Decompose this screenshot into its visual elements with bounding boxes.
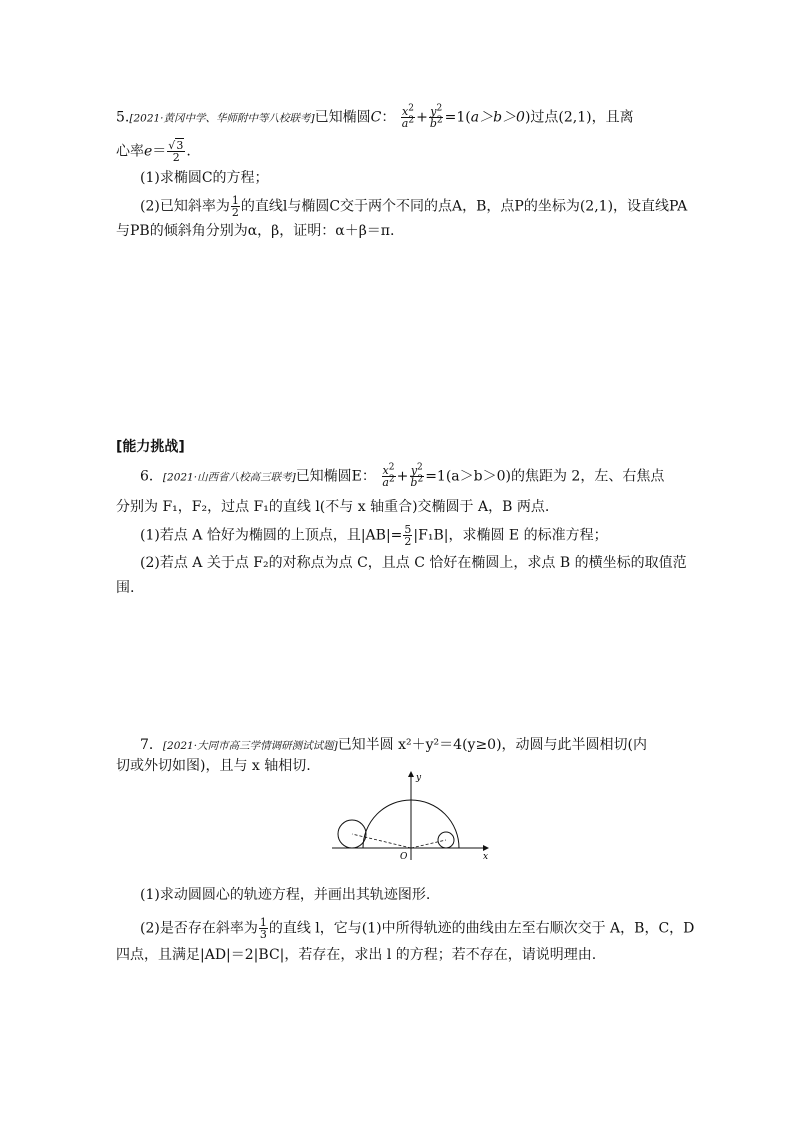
fraction-y2-b2: $\frac{y^2}{b^2}$ bbox=[429, 103, 443, 130]
x-axis-label: x bbox=[483, 852, 489, 862]
section-title: [能力挑战] bbox=[116, 439, 185, 455]
problem-5-line-2: 心率e＝ $\frac{√3}{2}$ . bbox=[116, 139, 191, 164]
fraction-x2-a2: $\frac{x^2}{a^2}$ bbox=[401, 103, 415, 130]
fraction-one-half: $\frac{1}{2}$ bbox=[231, 194, 239, 219]
figure-svg bbox=[328, 768, 498, 864]
problem-source: [2021·山西省八校高三联考] bbox=[162, 471, 296, 484]
problem-5-line-1: 5.[2021·黄冈中学、华师附中等八校联考]已知椭圆C： $\frac{x^2}{a^2}$ + $\frac{y^2}{b^2}$ =1(a＞b＞0)过点(2,1)，且离 bbox=[116, 103, 634, 130]
problem-5-question-1: (1)求椭圆C的方程； bbox=[140, 170, 269, 186]
problem-number: 6． bbox=[140, 468, 163, 485]
problem-6-question-2: (2)若点 A 关于点 F₂的对称点为点 C，且点 C 恰好在椭圆上，求点 B 的横坐标的取值范 bbox=[140, 555, 687, 571]
fraction-one-third: $\frac{1}{3}$ bbox=[259, 916, 267, 941]
dashed-center-line-right bbox=[411, 840, 446, 848]
problem-5-question-2-cont: 与PB的倾斜角分别为α，β，证明：α＋β＝π. bbox=[116, 223, 395, 239]
problem-7-line-2: 切或外切如图)，且与 x 轴相切. bbox=[116, 758, 311, 774]
problem-number: 5. bbox=[116, 109, 130, 126]
tangent-circles-figure bbox=[328, 768, 498, 864]
problem-5-question-2: (2)已知斜率为 $\frac{1}{2}$ 的直线l与椭圆C交于两个不同的点A，B，点P的坐标为(2,1)，设直线PA bbox=[140, 194, 688, 219]
problem-source: [2021·大同市高三学情调研测试试题] bbox=[162, 740, 338, 752]
origin-label: O bbox=[400, 852, 408, 862]
problem-number: 7． bbox=[140, 737, 163, 753]
fraction-y2-b2: $\frac{y^2}{b^2}$ bbox=[410, 462, 424, 489]
problem-7-question-2: (2)是否存在斜率为 $\frac{1}{3}$ 的直线 l，它与(1)中所得轨迹的曲线由左至右顺次交于 A，B，C，D bbox=[140, 916, 695, 941]
fraction-x2-a2: $\frac{x^2}{a^2}$ bbox=[382, 462, 395, 489]
problem-6-question-1: (1)若点 A 恰好为椭圆的上顶点，且|AB|= $\frac{5}{2}$ |F₁B|，求椭圆 E 的标准方程； bbox=[140, 523, 608, 548]
problem-7-line-1: 7．[2021·大同市高三学情调研测试试题]已知半圆 x²＋y²＝4(y≥0)，动圆与此半圆相切(内 bbox=[140, 737, 648, 753]
problem-7-question-1: (1)求动圆圆心的轨迹方程，并画出其轨迹图形. bbox=[140, 887, 431, 903]
problem-7-question-2-cont: 四点，且满足|AD|＝2|BC|，若存在，求出 l 的方程；若不存在，请说明理由. bbox=[116, 947, 597, 963]
y-axis-label: y bbox=[416, 773, 422, 783]
fraction-five-halves: $\frac{5}{2}$ bbox=[404, 523, 412, 548]
dashed-center-line-left bbox=[352, 834, 411, 848]
problem-source: [2021·黄冈中学、华师附中等八校联考] bbox=[129, 112, 315, 125]
problem-6-line-2: 分别为 F₁，F₂，过点 F₁的直线 l(不与 x 轴重合)交椭圆于 A，B 两点. bbox=[116, 499, 550, 515]
problem-6-line-1: 6．[2021·山西省八校高三联考]已知椭圆E： $\frac{x^2}{a^2}$ + $\frac{y^2}{b^2}$ =1(a＞b＞0)的焦距为 2，左、右焦点 bbox=[140, 462, 665, 489]
fraction-sqrt3-over-2: $\frac{√3}{2}$ bbox=[168, 139, 184, 164]
problem-6-question-2-cont: 围. bbox=[116, 580, 135, 596]
